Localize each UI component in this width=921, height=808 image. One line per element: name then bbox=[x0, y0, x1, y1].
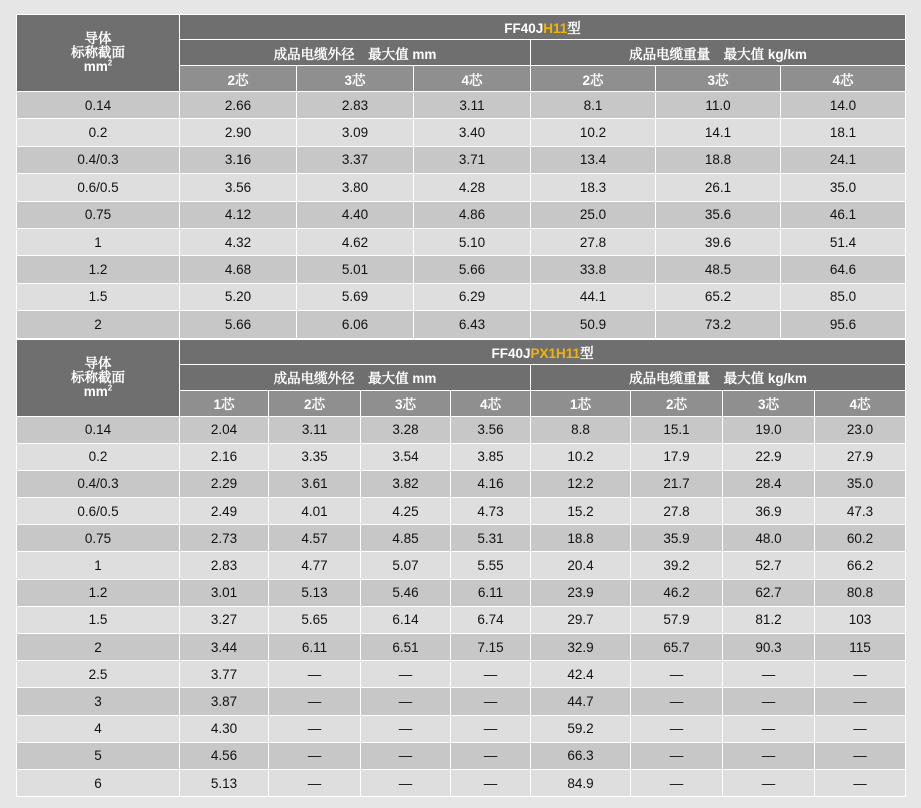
weight-core-header: 2芯 bbox=[531, 66, 656, 92]
table-body bbox=[17, 416, 906, 797]
conductor-size-cell: 1.5 bbox=[17, 606, 180, 633]
diameter-cell: 4.56 bbox=[180, 742, 269, 769]
diameter-cell: — bbox=[361, 688, 451, 715]
ff40jh11-table bbox=[16, 14, 906, 339]
weight-cell: 18.8 bbox=[531, 525, 631, 552]
weight-cell: 35.0 bbox=[781, 174, 906, 201]
table-row bbox=[17, 443, 906, 470]
weight-cell: 95.6 bbox=[781, 311, 906, 338]
weight-cell: 64.6 bbox=[781, 256, 906, 283]
diameter-cell: 3.16 bbox=[180, 146, 297, 173]
weight-cell: 46.1 bbox=[781, 201, 906, 228]
diameter-cell: 5.31 bbox=[451, 525, 531, 552]
conductor-size-cell: 2 bbox=[17, 634, 180, 661]
diameter-cell: 3.54 bbox=[361, 443, 451, 470]
table-row bbox=[17, 525, 906, 552]
weight-cell: 23.9 bbox=[531, 579, 631, 606]
conductor-size-cell: 0.2 bbox=[17, 119, 180, 146]
weight-cell: 84.9 bbox=[531, 769, 631, 796]
weight-cell: 13.4 bbox=[531, 146, 656, 173]
conductor-size-cell: 0.4/0.3 bbox=[17, 470, 180, 497]
diameter-cell: 6.11 bbox=[451, 579, 531, 606]
weight-cell: — bbox=[815, 661, 906, 688]
weight-cell: 14.1 bbox=[656, 119, 781, 146]
diameter-cell: 3.11 bbox=[414, 92, 531, 119]
weight-cell: 33.8 bbox=[531, 256, 656, 283]
diameter-cell: 4.30 bbox=[180, 715, 269, 742]
weight-cell: — bbox=[723, 769, 815, 796]
weight-cell: 47.3 bbox=[815, 498, 906, 525]
model-title: FF40JH11型 bbox=[180, 15, 906, 40]
weight-core-header: 2芯 bbox=[631, 390, 723, 416]
diameter-cell: 4.73 bbox=[451, 498, 531, 525]
table-row bbox=[17, 552, 906, 579]
table-body bbox=[17, 92, 906, 339]
conductor-size-cell: 1 bbox=[17, 552, 180, 579]
diameter-cell: — bbox=[269, 769, 361, 796]
weight-cell: 27.8 bbox=[531, 228, 656, 255]
table-row bbox=[17, 715, 906, 742]
table-row bbox=[17, 606, 906, 633]
diameter-cell: 5.55 bbox=[451, 552, 531, 579]
diameter-cell: 4.25 bbox=[361, 498, 451, 525]
weight-cell: 15.2 bbox=[531, 498, 631, 525]
weight-cell: 103 bbox=[815, 606, 906, 633]
diameter-cell: — bbox=[269, 661, 361, 688]
weight-cell: 42.4 bbox=[531, 661, 631, 688]
conductor-size-cell: 0.75 bbox=[17, 525, 180, 552]
table-row bbox=[17, 228, 906, 255]
weight-cell: — bbox=[723, 715, 815, 742]
conductor-size-cell: 0.75 bbox=[17, 201, 180, 228]
diameter-cell: 4.77 bbox=[269, 552, 361, 579]
diameter-cell: 3.28 bbox=[361, 416, 451, 443]
conductor-size-cell: 0.2 bbox=[17, 443, 180, 470]
diameter-cell: 5.46 bbox=[361, 579, 451, 606]
conductor-size-cell: 0.14 bbox=[17, 92, 180, 119]
weight-cell: 26.1 bbox=[656, 174, 781, 201]
weight-cell: 19.0 bbox=[723, 416, 815, 443]
conductor-size-cell: 4 bbox=[17, 715, 180, 742]
weight-cell: 32.9 bbox=[531, 634, 631, 661]
table-row bbox=[17, 256, 906, 283]
ff40jpx1h11-table bbox=[16, 339, 906, 798]
diameter-cell: 5.66 bbox=[180, 311, 297, 338]
diameter-cell: 6.29 bbox=[414, 283, 531, 310]
diameter-cell: — bbox=[269, 742, 361, 769]
diameter-core-header: 3芯 bbox=[297, 66, 414, 92]
diameter-cell: 3.87 bbox=[180, 688, 269, 715]
diameter-cell: 3.35 bbox=[269, 443, 361, 470]
diameter-cell: 3.40 bbox=[414, 119, 531, 146]
weight-cell: 115 bbox=[815, 634, 906, 661]
diameter-cell: 2.04 bbox=[180, 416, 269, 443]
weight-core-header: 3芯 bbox=[656, 66, 781, 92]
diameter-cell: 4.62 bbox=[297, 228, 414, 255]
diameter-cell: 4.28 bbox=[414, 174, 531, 201]
weight-cell: 27.8 bbox=[631, 498, 723, 525]
weight-cell: — bbox=[815, 715, 906, 742]
diameter-cell: 6.51 bbox=[361, 634, 451, 661]
diameter-cell: 5.13 bbox=[269, 579, 361, 606]
diameter-cell: 3.27 bbox=[180, 606, 269, 633]
weight-cell: 27.9 bbox=[815, 443, 906, 470]
diameter-cell: 6.11 bbox=[269, 634, 361, 661]
weight-cell: 29.7 bbox=[531, 606, 631, 633]
diameter-cell: 4.16 bbox=[451, 470, 531, 497]
conductor-size-cell: 0.6/0.5 bbox=[17, 498, 180, 525]
diameter-core-header: 4芯 bbox=[414, 66, 531, 92]
diameter-cell: 3.77 bbox=[180, 661, 269, 688]
table-row bbox=[17, 146, 906, 173]
diameter-cell: — bbox=[451, 769, 531, 796]
weight-cell: 8.8 bbox=[531, 416, 631, 443]
weight-cell: 66.2 bbox=[815, 552, 906, 579]
weight-cell: 44.1 bbox=[531, 283, 656, 310]
table-row bbox=[17, 283, 906, 310]
weight-cell: — bbox=[815, 688, 906, 715]
weight-cell: 62.7 bbox=[723, 579, 815, 606]
weight-cell: — bbox=[631, 715, 723, 742]
conductor-size-cell: 5 bbox=[17, 742, 180, 769]
diameter-cell: 3.56 bbox=[451, 416, 531, 443]
conductor-size-cell: 0.14 bbox=[17, 416, 180, 443]
diameter-cell: 5.01 bbox=[297, 256, 414, 283]
diameter-cell: 5.07 bbox=[361, 552, 451, 579]
table-row bbox=[17, 311, 906, 338]
diameter-cell: 2.29 bbox=[180, 470, 269, 497]
weight-cell: 10.2 bbox=[531, 443, 631, 470]
weight-cell: 52.7 bbox=[723, 552, 815, 579]
diameter-cell: 5.65 bbox=[269, 606, 361, 633]
weight-cell: 39.2 bbox=[631, 552, 723, 579]
diameter-core-header: 2芯 bbox=[269, 390, 361, 416]
weight-cell: — bbox=[631, 769, 723, 796]
weight-cell: 57.9 bbox=[631, 606, 723, 633]
table-row bbox=[17, 498, 906, 525]
weight-cell: 44.7 bbox=[531, 688, 631, 715]
table-row bbox=[17, 416, 906, 443]
diameter-cell: 5.69 bbox=[297, 283, 414, 310]
weight-cell: 65.7 bbox=[631, 634, 723, 661]
weight-group-header: 成品电缆重量 最大值 kg/km bbox=[531, 40, 906, 66]
diameter-cell: 4.68 bbox=[180, 256, 297, 283]
diameter-cell: 4.57 bbox=[269, 525, 361, 552]
diameter-cell: 3.11 bbox=[269, 416, 361, 443]
weight-cell: 15.1 bbox=[631, 416, 723, 443]
weight-cell: 48.0 bbox=[723, 525, 815, 552]
diameter-cell: 2.73 bbox=[180, 525, 269, 552]
weight-cell: — bbox=[723, 661, 815, 688]
diameter-cell: — bbox=[451, 742, 531, 769]
weight-cell: 18.1 bbox=[781, 119, 906, 146]
weight-cell: 46.2 bbox=[631, 579, 723, 606]
weight-cell: 50.9 bbox=[531, 311, 656, 338]
weight-cell: 20.4 bbox=[531, 552, 631, 579]
weight-cell: 85.0 bbox=[781, 283, 906, 310]
conductor-size-cell: 6 bbox=[17, 769, 180, 796]
diameter-cell: 7.15 bbox=[451, 634, 531, 661]
weight-cell: 35.9 bbox=[631, 525, 723, 552]
weight-cell: 66.3 bbox=[531, 742, 631, 769]
conductor-size-cell: 1.2 bbox=[17, 579, 180, 606]
weight-group-header: 成品电缆重量 最大值 kg/km bbox=[531, 364, 906, 390]
weight-cell: 10.2 bbox=[531, 119, 656, 146]
diameter-cell: 5.10 bbox=[414, 228, 531, 255]
model-title: FF40JPX1H11型 bbox=[180, 339, 906, 364]
diameter-cell: 3.44 bbox=[180, 634, 269, 661]
diameter-cell: 6.06 bbox=[297, 311, 414, 338]
weight-cell: 65.2 bbox=[656, 283, 781, 310]
diameter-cell: 5.66 bbox=[414, 256, 531, 283]
diameter-cell: 4.85 bbox=[361, 525, 451, 552]
diameter-group-header: 成品电缆外径 最大值 mm bbox=[180, 364, 531, 390]
conductor-size-cell: 2.5 bbox=[17, 661, 180, 688]
weight-cell: — bbox=[815, 769, 906, 796]
diameter-cell: 2.83 bbox=[180, 552, 269, 579]
diameter-core-header: 3芯 bbox=[361, 390, 451, 416]
table-row bbox=[17, 579, 906, 606]
diameter-group-header: 成品电缆外径 最大值 mm bbox=[180, 40, 531, 66]
conductor-size-cell: 3 bbox=[17, 688, 180, 715]
diameter-cell: 5.13 bbox=[180, 769, 269, 796]
weight-cell: 25.0 bbox=[531, 201, 656, 228]
table-row bbox=[17, 470, 906, 497]
diameter-cell: 2.16 bbox=[180, 443, 269, 470]
diameter-core-header: 2芯 bbox=[180, 66, 297, 92]
diameter-cell: — bbox=[269, 688, 361, 715]
conductor-size-header: 导体 标称截面 $mm^2$ bbox=[17, 15, 180, 92]
diameter-cell: — bbox=[269, 715, 361, 742]
weight-cell: 18.8 bbox=[656, 146, 781, 173]
weight-cell: 21.7 bbox=[631, 470, 723, 497]
weight-cell: — bbox=[723, 742, 815, 769]
weight-cell: — bbox=[815, 742, 906, 769]
weight-cell: — bbox=[723, 688, 815, 715]
weight-cell: 73.2 bbox=[656, 311, 781, 338]
diameter-cell: 2.90 bbox=[180, 119, 297, 146]
weight-cell: 59.2 bbox=[531, 715, 631, 742]
weight-core-header: 4芯 bbox=[781, 66, 906, 92]
conductor-size-cell: 0.4/0.3 bbox=[17, 146, 180, 173]
conductor-size-header: 导体 标称截面 $mm^2$ bbox=[17, 339, 180, 416]
weight-cell: 24.1 bbox=[781, 146, 906, 173]
weight-cell: 36.9 bbox=[723, 498, 815, 525]
table-row bbox=[17, 742, 906, 769]
table-row bbox=[17, 92, 906, 119]
diameter-cell: 5.20 bbox=[180, 283, 297, 310]
diameter-cell: 4.32 bbox=[180, 228, 297, 255]
diameter-cell: 6.14 bbox=[361, 606, 451, 633]
weight-cell: 60.2 bbox=[815, 525, 906, 552]
weight-cell: 39.6 bbox=[656, 228, 781, 255]
weight-cell: 12.2 bbox=[531, 470, 631, 497]
weight-cell: 28.4 bbox=[723, 470, 815, 497]
weight-cell: 17.9 bbox=[631, 443, 723, 470]
diameter-cell: 3.09 bbox=[297, 119, 414, 146]
diameter-cell: 2.66 bbox=[180, 92, 297, 119]
conductor-size-cell: 1.2 bbox=[17, 256, 180, 283]
weight-cell: 14.0 bbox=[781, 92, 906, 119]
diameter-cell: 3.61 bbox=[269, 470, 361, 497]
weight-cell: 11.0 bbox=[656, 92, 781, 119]
table-row bbox=[17, 769, 906, 796]
diameter-cell: 4.12 bbox=[180, 201, 297, 228]
diameter-cell: — bbox=[361, 661, 451, 688]
table-row bbox=[17, 201, 906, 228]
diameter-core-header: 1芯 bbox=[180, 390, 269, 416]
diameter-cell: 6.74 bbox=[451, 606, 531, 633]
diameter-cell: — bbox=[451, 688, 531, 715]
spec-page bbox=[16, 14, 905, 797]
weight-cell: — bbox=[631, 742, 723, 769]
diameter-cell: 3.01 bbox=[180, 579, 269, 606]
diameter-cell: 4.86 bbox=[414, 201, 531, 228]
weight-cell: 18.3 bbox=[531, 174, 656, 201]
table-row bbox=[17, 174, 906, 201]
diameter-cell: — bbox=[451, 715, 531, 742]
conductor-size-cell: 0.6/0.5 bbox=[17, 174, 180, 201]
diameter-cell: 4.40 bbox=[297, 201, 414, 228]
weight-cell: 22.9 bbox=[723, 443, 815, 470]
weight-cell: 81.2 bbox=[723, 606, 815, 633]
diameter-core-header: 4芯 bbox=[451, 390, 531, 416]
diameter-cell: 6.43 bbox=[414, 311, 531, 338]
table-row bbox=[17, 688, 906, 715]
diameter-cell: 2.83 bbox=[297, 92, 414, 119]
diameter-cell: 3.82 bbox=[361, 470, 451, 497]
weight-cell: 23.0 bbox=[815, 416, 906, 443]
diameter-cell: 3.80 bbox=[297, 174, 414, 201]
weight-core-header: 3芯 bbox=[723, 390, 815, 416]
diameter-cell: 4.01 bbox=[269, 498, 361, 525]
diameter-cell: — bbox=[361, 715, 451, 742]
conductor-size-cell: 1.5 bbox=[17, 283, 180, 310]
table-row bbox=[17, 119, 906, 146]
table-row bbox=[17, 661, 906, 688]
diameter-cell: 3.56 bbox=[180, 174, 297, 201]
diameter-cell: — bbox=[361, 742, 451, 769]
diameter-cell: 2.49 bbox=[180, 498, 269, 525]
conductor-size-cell: 2 bbox=[17, 311, 180, 338]
diameter-cell: — bbox=[361, 769, 451, 796]
weight-cell: — bbox=[631, 688, 723, 715]
weight-cell: 48.5 bbox=[656, 256, 781, 283]
diameter-cell: 3.85 bbox=[451, 443, 531, 470]
weight-core-header: 1芯 bbox=[531, 390, 631, 416]
diameter-cell: 3.37 bbox=[297, 146, 414, 173]
diameter-cell: 3.71 bbox=[414, 146, 531, 173]
weight-core-header: 4芯 bbox=[815, 390, 906, 416]
diameter-cell: — bbox=[451, 661, 531, 688]
weight-cell: 35.0 bbox=[815, 470, 906, 497]
table-row bbox=[17, 634, 906, 661]
weight-cell: 8.1 bbox=[531, 92, 656, 119]
weight-cell: 80.8 bbox=[815, 579, 906, 606]
weight-cell: 51.4 bbox=[781, 228, 906, 255]
weight-cell: 90.3 bbox=[723, 634, 815, 661]
conductor-size-cell: 1 bbox=[17, 228, 180, 255]
weight-cell: — bbox=[631, 661, 723, 688]
weight-cell: 35.6 bbox=[656, 201, 781, 228]
